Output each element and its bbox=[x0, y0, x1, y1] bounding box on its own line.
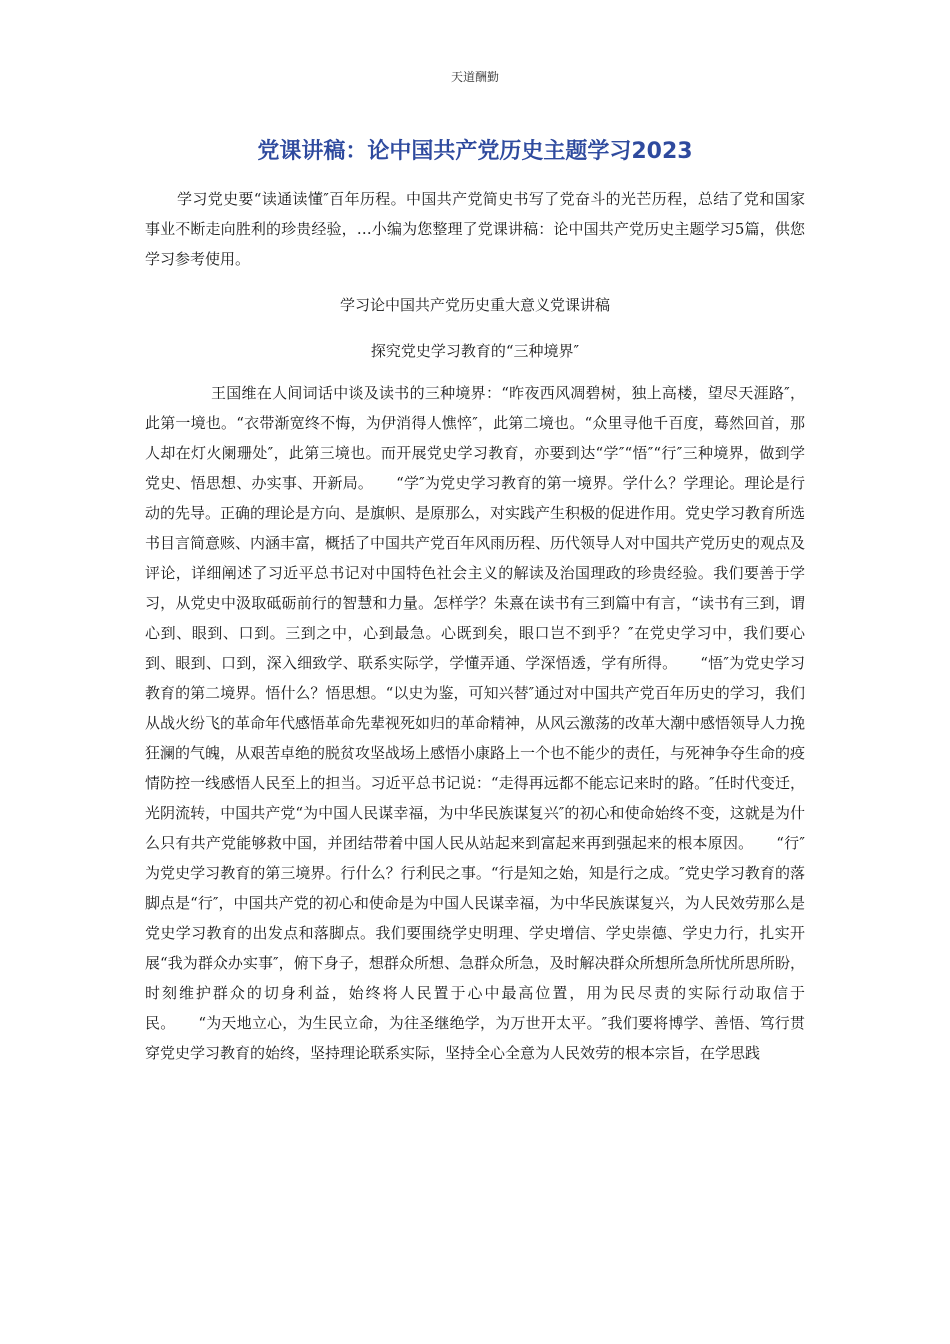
body-paragraph: 王国维在人间词话中谈及读书的三种境界：“昨夜西风凋碧树，独上高楼，望尽天涯路″，此第一境也。“衣带渐宽终不悔，为伊消得人憔悴″，此第二境也。“众里寻他千百度，蓦然回首，那人却在灯火阑珊处″，此第三境也。而开展党史学习教育，亦要到达“学″“悟″“行″三种境界，做到学党史、悟思想、办实事、开新局。 “学″为党史学习教育的第一境界。学什么？学理论。理论是行动的先导。正确的理论是方向、是旗帜、是原那么，对实践产生积极的促进作用。党史学习教育所选书目言简意赅、内涵丰富，概括了中国共产党百年风雨历程、历代领导人对中国共产党历史的观点及评论，详细阐述了习近平总书记对中国特色社会主义的解读及治国理政的珍贵经验。我们要善于学习，从党史中汲取砥砺前行的智慧和力量。怎样学？朱熹在读书有三到篇中有言，“读书有三到，谓心到、眼到、口到。三到之中，心到最急。心既到矣，眼口岂不到乎？″在党史学习中，我们要心到、眼到、口到，深入细致学、联系实际学，学懂弄通、学深悟透，学有所得。 “悟″为党史学习教育的第二境界。悟什么？悟思想。“以史为鉴，可知兴替″通过对中国共产党百年历史的学习，我们从战火纷飞的革命年代感悟革命先辈视死如归的革命精神，从风云激荡的改革大潮中感悟领导人力挽狂澜的气魄，从艰苦卓绝的脱贫攻坚战场上感悟小康路上一个也不能少的责任，与死神争夺生命的疫情防控一线感悟人民至上的担当。习近平总书记说：“走得再远都不能忘记来时的路。″任时代变迁，光阴流转，中国共产党“为中国人民谋幸福，为中华民族谋复兴″的初心和使命始终不变，这就是为什么只有共产党能够救中国，并团结带着中国人民从站起来到富起来再到强起来的根本原因。 “行″为党史学习教育的第三境界。行什么？行利民之事。“行是知之始，知是行之成。″党史学习教育的落脚点是“行″，中国共产党的初心和使命是为中国人民谋幸福，为中华民族谋复兴，为人民效劳那么是党史学习教育的出发点和落脚点。我们要围绕学史明理、学史增信、学史崇德、学史力行，扎实开展“我为群众办实事″，俯下身子，想群众所想、急群众所急，及时解决群众所想所急所忧所思所盼，时刻维护群众的切身利益，始终将人民置于心中最高位置，用为民尽责的实际行动取信于民。 “为天地立心，为生民立命，为往圣继绝学，为万世开太平。″我们要将博学、善悟、笃行贯穿党史学习教育的始终，坚持理论联系实际，坚持全心全意为人民效劳的根本宗旨，在学思践 bbox=[145, 384, 805, 1062]
header-mark: 天道酬勤 bbox=[450, 70, 499, 84]
document-title: 党课讲稿：论中国共产党历史主题学习2023 bbox=[257, 139, 693, 164]
section-subtitle: 探究党史学习教育的“三种境界″ bbox=[370, 342, 580, 360]
section-title: 学习论中国共产党历史重大意义党课讲稿 bbox=[339, 296, 610, 314]
intro-paragraph: 学习党史要“读通读懂″百年历程。中国共产党简史书写了党奋斗的光芒历程，总结了党和国家事业不断走向胜利的珍贵经验，…小编为您整理了党课讲稿：论中国共产党历史主题学习5篇，供您学习参考使用。 bbox=[145, 190, 805, 268]
